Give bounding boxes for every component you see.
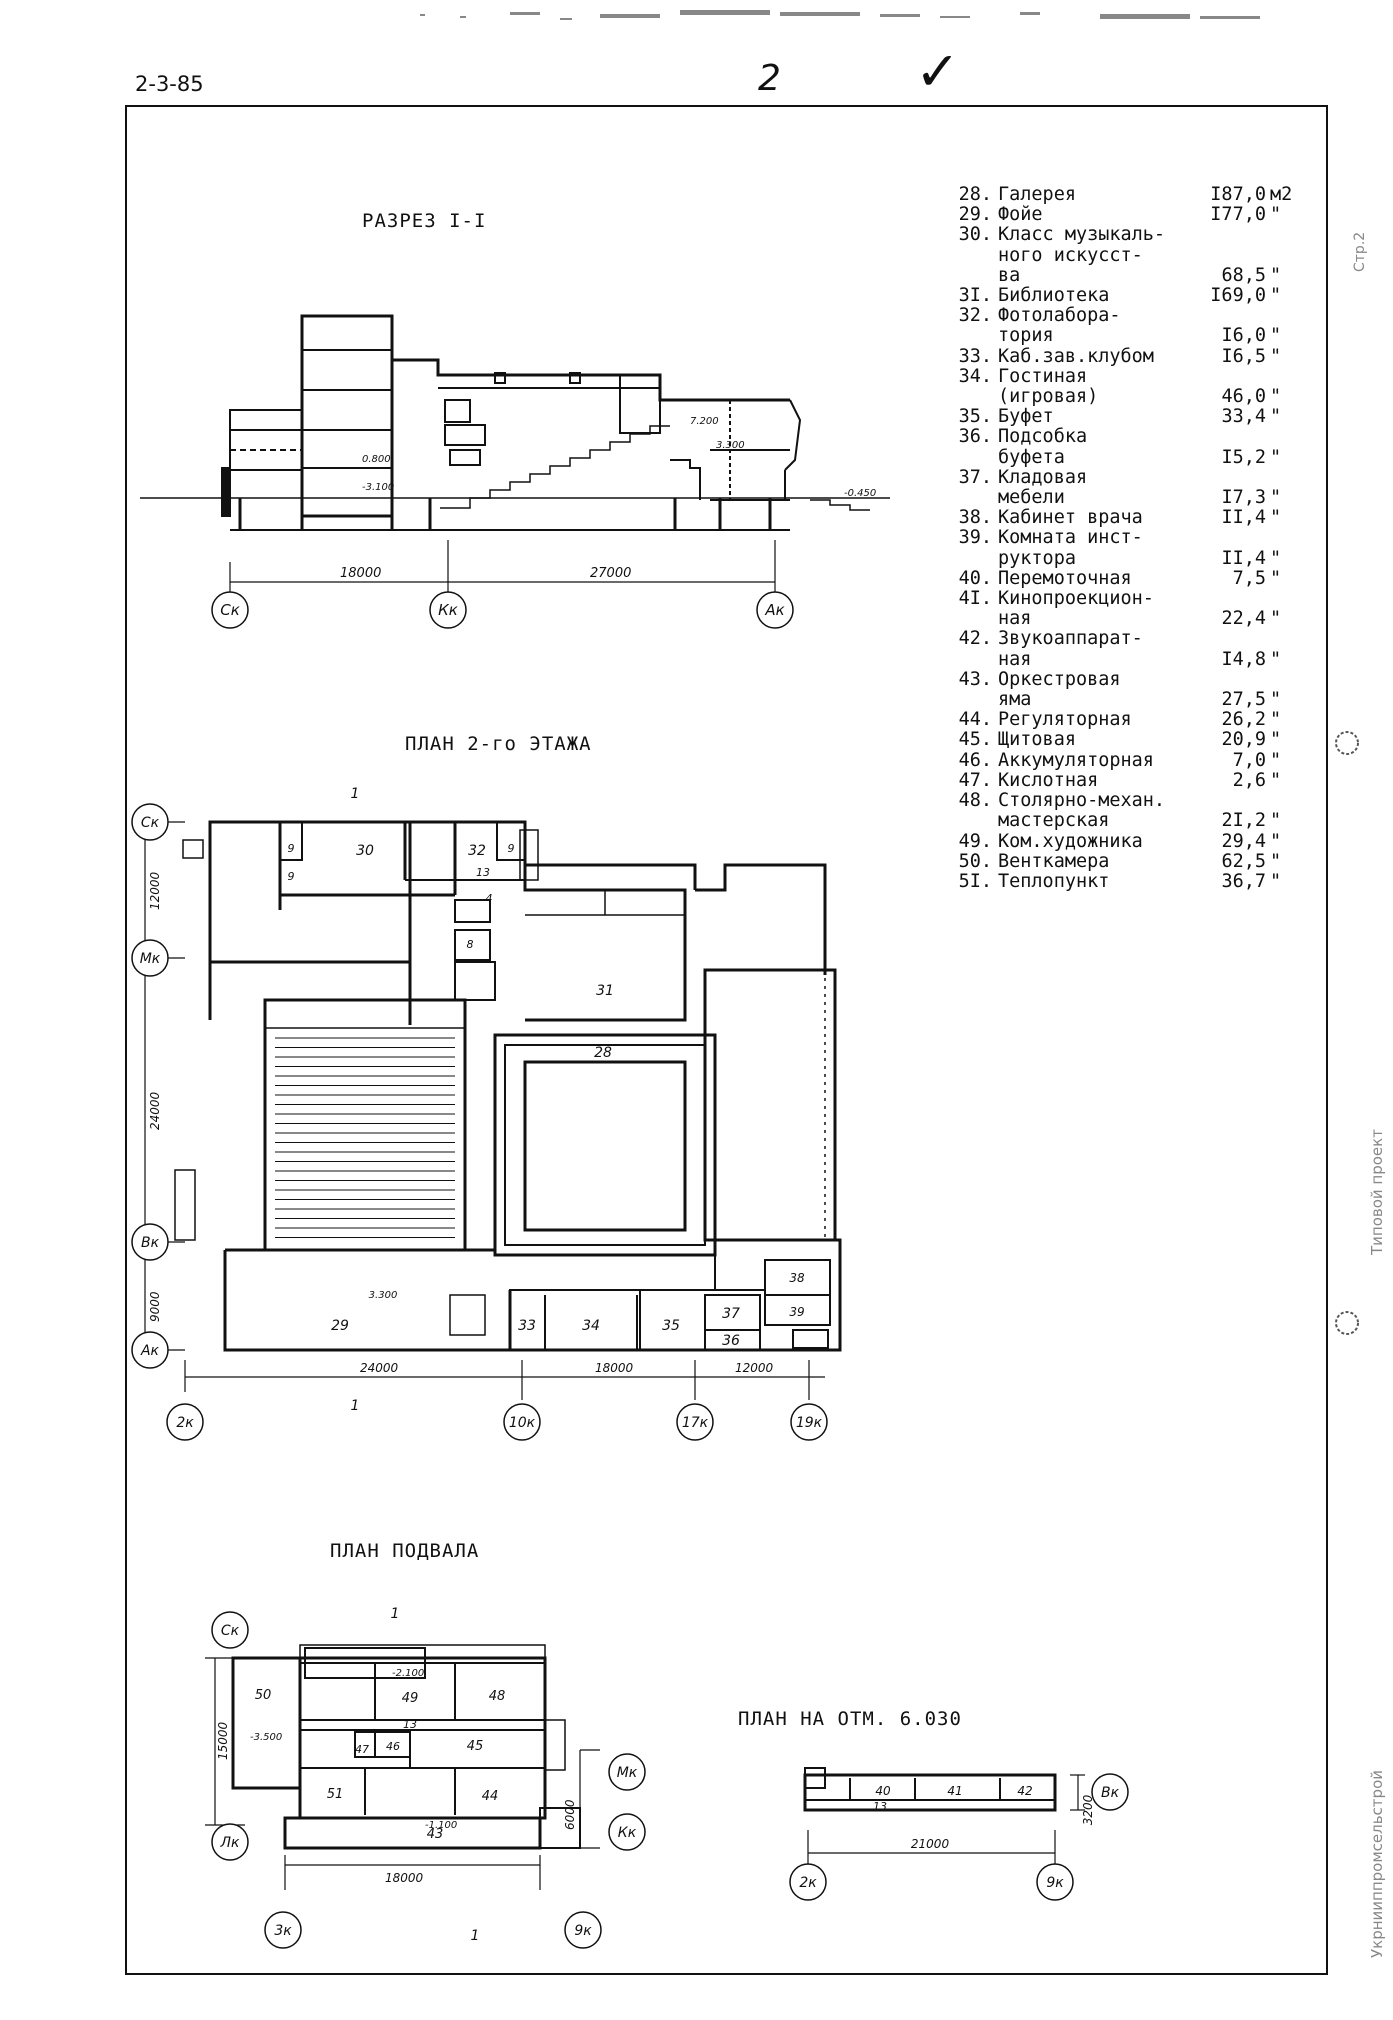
- dim-18000: 18000: [595, 1361, 634, 1375]
- legend-room-name: Библиотека: [998, 285, 1110, 307]
- punch-hole-icon: [1332, 1308, 1362, 1338]
- legend-number: [940, 811, 998, 831]
- level-plan-title: ПЛАН НА ОТМ. 6.030: [738, 1708, 962, 1730]
- legend-area: 46,0: [1221, 386, 1266, 408]
- legend-number: 48.: [958, 790, 992, 812]
- legend-unit: ": [1270, 769, 1282, 791]
- dim-21000: 21000: [910, 1837, 950, 1851]
- legend-area: II,4: [1221, 547, 1266, 569]
- drawing-date: 2-3-85: [135, 72, 204, 96]
- room-43: 43: [426, 1827, 444, 1842]
- legend-row: [940, 629, 1310, 649]
- room-9b: 9: [287, 870, 295, 883]
- legend-area: I77,0: [1210, 204, 1266, 226]
- legend-number: [940, 387, 998, 407]
- legend-room-name: Регуляторная: [998, 709, 1132, 731]
- legend-room-name: Фотолабора-: [998, 305, 1121, 327]
- room-31: 31: [596, 983, 614, 999]
- side-project-stamp: Типовой проект: [1368, 1129, 1386, 1255]
- room-44: 44: [481, 1789, 499, 1804]
- room-30: 30: [356, 843, 374, 859]
- legend-row: [940, 549, 1310, 569]
- legend-number: 46.: [958, 749, 992, 771]
- legend-number: 5I.: [958, 870, 992, 892]
- legend-unit: ": [1270, 507, 1282, 529]
- legend-area: [1194, 427, 1266, 447]
- legend-unit: [1266, 791, 1310, 811]
- legend-area: 27,5: [1221, 689, 1266, 711]
- cut-mark-top: 1: [350, 786, 360, 802]
- floor2-title: ПЛАН 2-го ЭТАЖА: [405, 733, 592, 755]
- elev-0800: 0.800: [362, 454, 391, 465]
- legend-area: I5,2: [1221, 446, 1266, 468]
- legend-area: 22,4: [1221, 608, 1266, 630]
- legend-row: [940, 347, 1310, 367]
- room-36: 36: [722, 1333, 740, 1349]
- legend-area: [1194, 225, 1266, 245]
- legend-unit: ": [1270, 325, 1282, 347]
- dim-v-12000: 12000: [148, 871, 162, 910]
- legend-area: [1194, 670, 1266, 690]
- legend-row: [940, 791, 1310, 811]
- legend-area: 2,6: [1232, 769, 1266, 791]
- legend-area: II,4: [1221, 507, 1266, 529]
- legend-area: 36,7: [1221, 870, 1266, 892]
- legend-row: [940, 710, 1310, 730]
- elev-1100: -1.100: [425, 1820, 458, 1831]
- legend-row: [940, 872, 1310, 892]
- room-28: 28: [594, 1045, 612, 1061]
- punch-hole-icon: [1332, 728, 1362, 758]
- legend-unit: ": [1270, 406, 1282, 428]
- legend-row: [940, 589, 1310, 609]
- level-plan-drawing: [780, 1740, 1150, 1950]
- legend-area: 7,0: [1232, 749, 1266, 771]
- dim-v-24000: 24000: [148, 1091, 162, 1130]
- axis-mk: Мк: [139, 951, 161, 967]
- room-13: 13: [476, 866, 490, 879]
- legend-number: 30.: [958, 224, 992, 246]
- room-35: 35: [662, 1318, 680, 1334]
- legend-room-name: ная: [998, 648, 1032, 670]
- legend-row: [940, 488, 1310, 508]
- legend-number: [940, 650, 998, 670]
- legend-area: [1194, 791, 1266, 811]
- legend-number: 42.: [958, 628, 992, 650]
- legend-row: [940, 528, 1310, 548]
- elev-7200: 7.200: [690, 416, 719, 427]
- room-42: 42: [1017, 1784, 1033, 1798]
- legend-unit: [1266, 225, 1310, 245]
- legend-area: I4,8: [1221, 648, 1266, 670]
- legend-area: 29,4: [1221, 830, 1266, 852]
- legend-unit: [1266, 528, 1310, 548]
- legend-row: [940, 569, 1310, 589]
- room-33: 33: [518, 1318, 536, 1334]
- legend-area: 26,2: [1221, 709, 1266, 731]
- legend-room-name: мебели: [998, 487, 1065, 509]
- dim-12000: 12000: [735, 1361, 774, 1375]
- legend-room-name: яма: [998, 689, 1032, 711]
- elev-3500: -3.500: [250, 1732, 283, 1743]
- legend-room-name: мастерская: [998, 810, 1110, 832]
- legend-unit: ": [1270, 204, 1282, 226]
- legend-area: I6,0: [1221, 325, 1266, 347]
- legend-room-name: Кабинет врача: [998, 507, 1143, 529]
- dim-v-3200: 3200: [1081, 1794, 1095, 1826]
- legend-number: 36.: [958, 426, 992, 448]
- legend-room-name: Комната инст-: [998, 527, 1143, 549]
- legend-room-name: руктора: [998, 547, 1076, 569]
- room-41: 41: [947, 1784, 963, 1798]
- legend-area: [1194, 629, 1266, 649]
- legend-area: 62,5: [1221, 850, 1266, 872]
- dim-v-6000: 6000: [563, 1799, 577, 1830]
- room-32: 32: [468, 843, 486, 859]
- legend-room-name: Кинопроекцион-: [998, 588, 1154, 610]
- legend-row: [940, 246, 1310, 266]
- room-37: 37: [722, 1306, 740, 1322]
- legend-number: 29.: [958, 204, 992, 226]
- legend-number: [940, 609, 998, 629]
- axis-sk: Ск: [220, 1623, 240, 1639]
- axis-ak: Ак: [140, 1343, 160, 1359]
- legend-number: [940, 549, 998, 569]
- legend-room-name: Галерея: [998, 184, 1076, 205]
- legend-unit: [1266, 468, 1310, 488]
- legend-unit: ": [1270, 850, 1282, 872]
- room-49: 49: [401, 1691, 419, 1706]
- room-legend: [940, 185, 1310, 892]
- legend-unit: ": [1270, 386, 1282, 408]
- legend-number: [940, 266, 998, 286]
- legend-number: 43.: [958, 668, 992, 690]
- room-47: 47: [355, 1743, 369, 1756]
- legend-unit: ": [1270, 608, 1282, 630]
- elev-3300: 3.300: [716, 440, 745, 451]
- legend-unit: ": [1270, 567, 1282, 589]
- cut-mark-bottom: 1: [470, 1928, 480, 1944]
- dim-18000: 18000: [340, 566, 382, 581]
- elev-3300-plan: 3.300: [368, 1290, 398, 1301]
- legend-row: [940, 448, 1310, 468]
- legend-unit: ": [1270, 345, 1282, 367]
- axis-vk: Вк: [140, 1235, 160, 1251]
- legend-area: [1194, 246, 1266, 266]
- room-29: 29: [331, 1318, 349, 1334]
- axis-vk: Вк: [1100, 1785, 1120, 1801]
- legend-unit: [1266, 246, 1310, 266]
- legend-room-name: Венткамера: [998, 850, 1110, 872]
- legend-row: [940, 468, 1310, 488]
- legend-unit: ": [1270, 830, 1282, 852]
- legend-unit: ": [1270, 870, 1282, 892]
- legend-room-name: (игровая): [998, 386, 1099, 408]
- legend-row: [940, 730, 1310, 750]
- axis-ak: Ак: [765, 601, 785, 619]
- legend-unit: м2: [1270, 184, 1293, 205]
- legend-number: 33.: [958, 345, 992, 367]
- section-title: РАЗРЕЗ I-I: [362, 210, 487, 232]
- room-51: 51: [326, 1787, 344, 1802]
- basement-title: ПЛАН ПОДВАЛА: [330, 1540, 480, 1562]
- legend-unit: ": [1270, 689, 1282, 711]
- legend-area: 33,4: [1221, 406, 1266, 428]
- legend-number: [940, 488, 998, 508]
- legend-area: I69,0: [1210, 285, 1266, 307]
- legend-room-name: буфета: [998, 446, 1065, 468]
- legend-number: 38.: [958, 507, 992, 529]
- dim-v-15000: 15000: [216, 1721, 230, 1760]
- legend-room-name: ва: [998, 264, 1021, 286]
- cut-mark-bottom: 1: [350, 1398, 360, 1414]
- page-number: 2: [758, 58, 781, 99]
- room-13: 13: [873, 1800, 887, 1813]
- legend-row: [940, 306, 1310, 326]
- legend-row: [940, 811, 1310, 831]
- floor2-plan-drawing: [125, 770, 925, 1460]
- axis-10k: 10к: [508, 1415, 536, 1431]
- room-13: 13: [403, 1718, 417, 1731]
- legend-number: 35.: [958, 406, 992, 428]
- legend-unit: ": [1270, 547, 1282, 569]
- legend-number: [940, 690, 998, 710]
- legend-unit: ": [1270, 487, 1282, 509]
- legend-number: [940, 326, 998, 346]
- axis-kk: Кк: [617, 1825, 637, 1841]
- room-50: 50: [254, 1688, 272, 1703]
- legend-row: [940, 286, 1310, 306]
- legend-room-name: Перемоточная: [998, 567, 1132, 589]
- legend-room-name: Класс музыкаль-: [998, 224, 1166, 246]
- legend-row: [940, 185, 1310, 205]
- legend-row: [940, 266, 1310, 286]
- legend-unit: ": [1270, 446, 1282, 468]
- room-38: 38: [789, 1271, 805, 1285]
- legend-row: [940, 751, 1310, 771]
- room-40: 40: [875, 1784, 891, 1798]
- legend-unit: ": [1270, 810, 1282, 832]
- legend-row: [940, 205, 1310, 225]
- axis-2k: 2к: [799, 1875, 817, 1891]
- checkmark-icon: ✓: [915, 40, 961, 103]
- legend-number: 34.: [958, 365, 992, 387]
- legend-row: [940, 326, 1310, 346]
- dim-v-9000: 9000: [148, 1291, 162, 1322]
- room-46: 46: [386, 1740, 400, 1753]
- legend-room-name: Аккумуляторная: [998, 749, 1154, 771]
- legend-number: 40.: [958, 567, 992, 589]
- legend-room-name: Звукоаппарат-: [998, 628, 1143, 650]
- legend-row: [940, 508, 1310, 528]
- legend-row: [940, 407, 1310, 427]
- axis-mk: Мк: [616, 1765, 638, 1781]
- legend-unit: ": [1270, 285, 1282, 307]
- axis-2k: 2к: [176, 1415, 194, 1431]
- legend-room-name: Столярно-механ.: [998, 790, 1166, 812]
- legend-number: 39.: [958, 527, 992, 549]
- legend-room-name: тория: [998, 325, 1054, 347]
- axis-kk: Кк: [438, 601, 458, 619]
- room-34: 34: [582, 1318, 600, 1334]
- basement-plan-drawing: [205, 1600, 705, 1960]
- legend-row: [940, 609, 1310, 629]
- legend-room-name: Фойе: [998, 204, 1043, 226]
- room-39: 39: [789, 1305, 805, 1319]
- legend-row: [940, 670, 1310, 690]
- room-48: 48: [488, 1689, 506, 1704]
- legend-area: [1194, 528, 1266, 548]
- legend-area: I6,5: [1221, 345, 1266, 367]
- legend-area: [1194, 589, 1266, 609]
- legend-room-name: Кислотная: [998, 769, 1099, 791]
- section-drawing: [130, 300, 900, 640]
- dim-24000: 24000: [360, 1361, 399, 1375]
- room-9c: 9: [507, 842, 515, 855]
- cut-mark-top: 1: [390, 1606, 400, 1622]
- elev-0450: -0.450: [844, 488, 877, 499]
- legend-row: [940, 771, 1310, 791]
- legend-area: 7,5: [1232, 567, 1266, 589]
- legend-unit: [1266, 670, 1310, 690]
- legend-number: 45.: [958, 729, 992, 751]
- legend-area: I87,0: [1210, 184, 1266, 205]
- legend-unit: [1266, 629, 1310, 649]
- legend-unit: ": [1270, 709, 1282, 731]
- legend-row: [940, 225, 1310, 245]
- legend-area: I7,3: [1221, 487, 1266, 509]
- legend-unit: ": [1270, 648, 1282, 670]
- legend-row: [940, 832, 1310, 852]
- axis-3k: 3к: [274, 1923, 292, 1939]
- legend-number: 47.: [958, 769, 992, 791]
- legend-area: [1194, 468, 1266, 488]
- room-8: 8: [466, 938, 474, 951]
- legend-number: 3I.: [958, 285, 992, 307]
- legend-room-name: Подсобка: [998, 426, 1088, 448]
- legend-number: [940, 246, 998, 266]
- legend-number: [940, 448, 998, 468]
- legend-room-name: Ком.художника: [998, 830, 1143, 852]
- room-45: 45: [466, 1739, 484, 1754]
- legend-row: [940, 367, 1310, 387]
- legend-room-name: Щитовая: [998, 729, 1076, 751]
- room-9a: 9: [287, 842, 295, 855]
- legend-unit: [1266, 367, 1310, 387]
- axis-sk: Ск: [140, 815, 160, 831]
- side-page-stamp: Стр.2: [1352, 231, 1368, 272]
- legend-unit: ": [1270, 729, 1282, 751]
- legend-area: 68,5: [1221, 264, 1266, 286]
- legend-row: [940, 690, 1310, 710]
- elev-2100: -2.100: [392, 1668, 425, 1679]
- legend-number: 37.: [958, 466, 992, 488]
- axis-19k: 19к: [795, 1415, 823, 1431]
- legend-number: 50.: [958, 850, 992, 872]
- legend-room-name: Кладовая: [998, 466, 1088, 488]
- legend-room-name: Каб.зав.клубом: [998, 345, 1154, 367]
- room-4: 4: [485, 892, 493, 905]
- dim-27000: 27000: [590, 566, 632, 581]
- axis-17k: 17к: [681, 1415, 709, 1431]
- scan-noise: [400, 0, 1300, 40]
- legend-room-name: Гостиная: [998, 365, 1088, 387]
- legend-room-name: Теплопункт: [998, 870, 1110, 892]
- legend-unit: [1266, 427, 1310, 447]
- legend-number: 32.: [958, 305, 992, 327]
- legend-row: [940, 650, 1310, 670]
- legend-unit: [1266, 306, 1310, 326]
- elev-3100: -3.100: [362, 482, 395, 493]
- legend-area: 2I,2: [1221, 810, 1266, 832]
- axis-sk: Ск: [220, 601, 240, 619]
- legend-number: 4I.: [958, 588, 992, 610]
- legend-number: 44.: [958, 709, 992, 731]
- axis-9k: 9к: [574, 1923, 592, 1939]
- legend-area: [1194, 367, 1266, 387]
- axis-lk: Лк: [220, 1835, 240, 1851]
- legend-room-name: ная: [998, 608, 1032, 630]
- legend-row: [940, 427, 1310, 447]
- legend-number: 28.: [958, 184, 992, 205]
- side-org-stamp: Укрнииппромсельстрой: [1368, 1770, 1386, 1958]
- legend-row: [940, 387, 1310, 407]
- legend-area: [1194, 306, 1266, 326]
- legend-number: 49.: [958, 830, 992, 852]
- legend-unit: [1266, 589, 1310, 609]
- legend-unit: ": [1270, 749, 1282, 771]
- legend-room-name: ного искусст-: [998, 244, 1143, 266]
- legend-unit: ": [1270, 264, 1282, 286]
- legend-area: 20,9: [1221, 729, 1266, 751]
- dim-18000: 18000: [385, 1871, 424, 1885]
- axis-9k: 9к: [1046, 1875, 1064, 1891]
- legend-room-name: Буфет: [998, 406, 1054, 428]
- legend-room-name: Оркестровая: [998, 668, 1121, 690]
- legend-row: [940, 852, 1310, 872]
